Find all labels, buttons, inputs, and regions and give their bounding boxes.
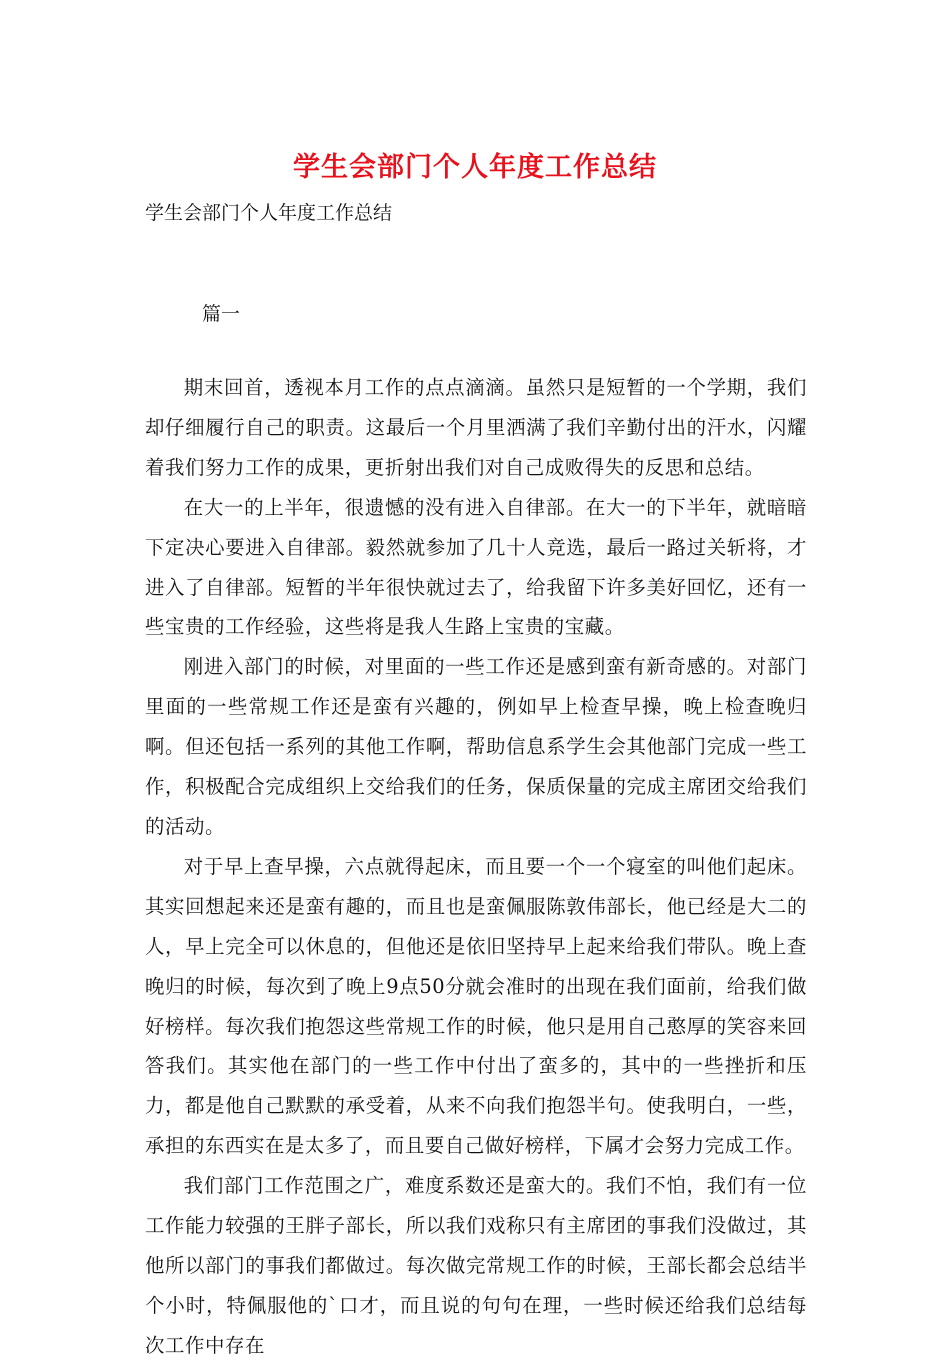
paragraph: 刚进入部门的时候，对里面的一些工作还是感到蛮有新奇感的。对部门里面的一些常规工作还是蛮有兴趣的，例如早上检查早操，晚上检查晚归啊。但还包括一系列的其他工作啊，帮助信息系学生会其他部门完成一些工作，积极配合完成组织上交给我们的任务，保质保量的完成主席团交给我们的活动。 (145, 655, 807, 838)
paragraph: 我们部门工作范围之广，难度系数还是蛮大的。我们不怕，我们有一位工作能力较强的王胖子部长，所以我们戏称只有主席团的事我们没做过，其他所以部门的事我们都做过。每次做完常规工作的时候，王部长都会总结半个小时，特佩服他的`口才，而且说的句句在理，一些时候还给我们总结每次工作中存在 (145, 1174, 807, 1357)
paragraph: 期末回首，透视本月工作的点点滴滴。虽然只是短暂的一个学期，我们却仔细履行自己的职责。这最后一个月里洒满了我们辛勤付出的汗水，闪耀着我们努力工作的成果，更折射出我们对自己成败得失的反思和总结。 (145, 376, 807, 479)
paragraph: 在大一的上半年，很遗憾的没有进入自律部。在大一的下半年，就暗暗下定决心要进入自律部。毅然就参加了几十人竞选，最后一路过关斩将，才进入了自律部。短暂的半年很快就过去了，给我留下许多美好回忆，还有一些宝贵的工作经验，这些将是我人生路上宝贵的宝藏。 (145, 495, 807, 639)
section-heading: 篇一 (202, 303, 241, 325)
document-subtitle: 学生会部门个人年度工作总结 (145, 202, 393, 224)
document-body (145, 368, 807, 1366)
document-title: 学生会部门个人年度工作总结 (293, 152, 657, 183)
paragraph: 对于早上查早操，六点就得起床，而且要一个一个寝室的叫他们起床。其实回想起来还是蛮有趣的，而且也是蛮佩服陈敦伟部长，他已经是大二的人，早上完全可以休息的，但他还是依旧坚持早上起来给我们带队。晚上查晚归的时候，每次到了晚上9点50分就会准时的出现在我们面前，给我们做好榜样。每次我们抱怨这些常规工作的时候，他只是用自己憨厚的笑容来回答我们。其实他在部门的一些工作中付出了蛮多的，其中的一些挫折和压力，都是他自己默默的承受着，从来不向我们抱怨半句。使我明白，一些，承担的东西实在是太多了，而且要自己做好榜样，下属才会努力完成工作。 (145, 854, 807, 1158)
